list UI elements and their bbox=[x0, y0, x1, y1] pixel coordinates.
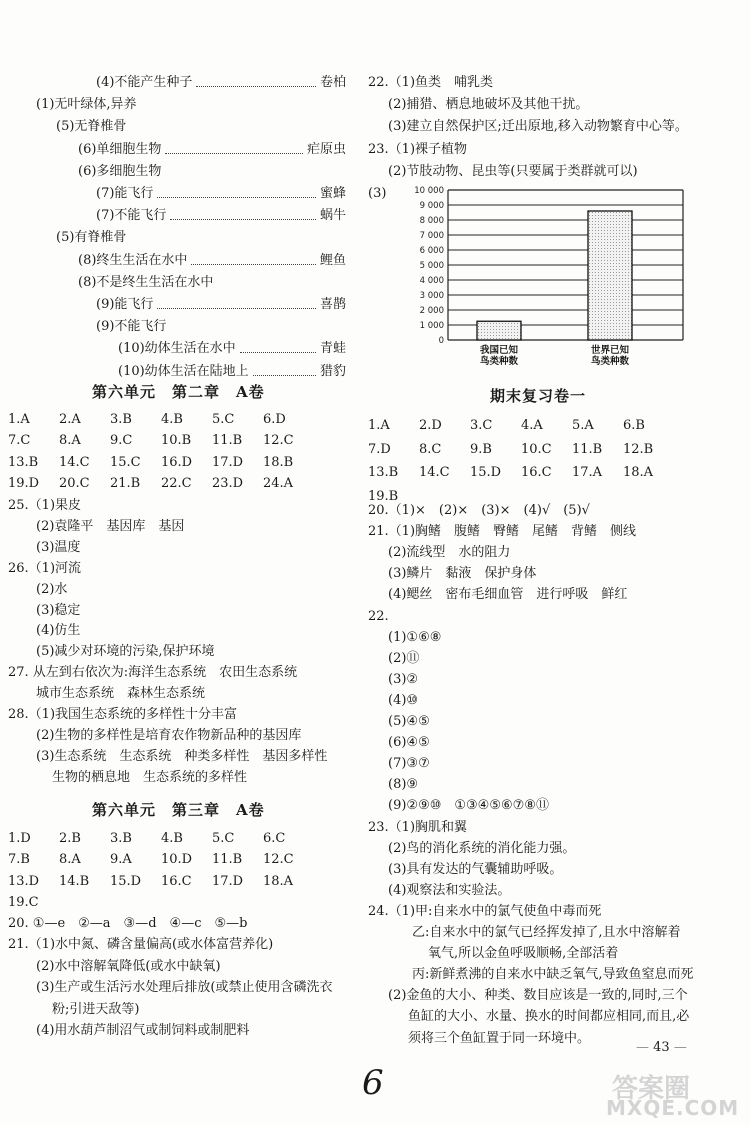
mc-answer: 7.C bbox=[8, 433, 31, 449]
key-item bbox=[96, 295, 346, 315]
mc-answer: 7.D bbox=[368, 441, 391, 457]
mc-answer: 18.B bbox=[263, 454, 294, 470]
mc-answer: 4.B bbox=[161, 831, 183, 846]
answer-line: (3)建立自然保护区;迁出原地,移入动物繁育中心等。 bbox=[388, 119, 688, 135]
mc-answer: 16.C bbox=[521, 465, 552, 481]
mc-answer: 19.C bbox=[8, 894, 39, 910]
leader-dots bbox=[157, 184, 316, 198]
y-tick-label: 6 000 bbox=[419, 246, 444, 256]
key-item-label: (1)无叶绿体,异养 bbox=[36, 97, 137, 113]
answer-line: (2)捕猎、栖息地破坏及其他干扰。 bbox=[388, 97, 589, 113]
key-item-label: (6)单细胞生物 bbox=[78, 141, 162, 157]
mc-answer: 18.A bbox=[623, 465, 654, 481]
mc-answer: 13.B bbox=[8, 454, 39, 470]
answer-line: 28.（1)我国生态系统的多样性十分丰富 bbox=[8, 707, 238, 722]
y-tick-label: 5 000 bbox=[419, 261, 444, 271]
mc-answer: 11.B bbox=[212, 433, 243, 449]
category-label: 鸟类种数 bbox=[590, 356, 630, 367]
handwritten-mark: 6 bbox=[362, 1063, 384, 1103]
mc-answer: 14.C bbox=[419, 465, 450, 481]
mc-answer: 15.C bbox=[110, 454, 141, 470]
answer-line: 26.（1)河流 bbox=[8, 560, 82, 576]
answer-line: (2)生物的多样性是培育农作物新品种的基因库 bbox=[36, 727, 302, 743]
mc-answer: 16.D bbox=[161, 454, 193, 470]
mc-answer: 13.D bbox=[8, 873, 40, 889]
answer-line: (2)节肢动物、昆虫等(只要属于类群就可以) bbox=[388, 163, 638, 179]
mc-answer: 20.C bbox=[59, 475, 90, 491]
y-tick-label: 9 000 bbox=[419, 201, 444, 211]
answer-line: 氧气,所以金鱼呼吸顺畅,全部活着 bbox=[428, 946, 619, 962]
mc-answer: 3.B bbox=[110, 412, 132, 427]
key-item-label: (5)无脊椎骨 bbox=[56, 119, 127, 135]
key-item-answer: 青蛙 bbox=[319, 341, 346, 357]
category-label: 鸟类种数 bbox=[479, 356, 519, 367]
mc-answer: 10.B bbox=[161, 433, 192, 449]
mc-row bbox=[8, 829, 314, 849]
mc-row bbox=[368, 440, 674, 460]
answer-line: (3)生产或生活污水处理后排放(或禁止使用含磷洗衣 bbox=[36, 980, 333, 996]
mc-answer: 6.C bbox=[263, 831, 286, 846]
mc-answer: 2.B bbox=[59, 831, 81, 846]
key-item bbox=[78, 273, 213, 293]
mc-answer: 23.D bbox=[212, 475, 244, 491]
mc-row bbox=[8, 410, 314, 430]
y-tick-label: 4 000 bbox=[419, 276, 444, 286]
leader-dots bbox=[165, 140, 303, 154]
section-heading: 第六单元 第三章 A卷 bbox=[92, 801, 265, 819]
leader-dots bbox=[240, 339, 316, 353]
key-item bbox=[96, 184, 346, 204]
key-item-answer: 喜鹊 bbox=[319, 297, 346, 312]
answer-line: 城市生态系统 森林生态系统 bbox=[36, 686, 206, 702]
answer-line: (1)①⑥⑧ bbox=[388, 629, 442, 645]
mc-answer: 5.A bbox=[572, 418, 594, 433]
answer-line: (3)具有发达的气囊辅助呼吸。 bbox=[388, 861, 563, 877]
answer-line: (4)观察法和实验法。 bbox=[388, 882, 511, 898]
answer-line: (4)鳃丝 密布毛细血管 进行呼吸 鲜红 bbox=[388, 587, 628, 603]
answer-line: 24.（1)甲:自来水中的氯气使鱼中毒而死 bbox=[368, 903, 602, 919]
category-label: 世界已知 bbox=[590, 345, 630, 356]
key-item-label: (9)不能飞行 bbox=[96, 319, 167, 335]
answer-line: 21.（1)水中氮、磷含量偏高(或水体富营养化) bbox=[8, 937, 274, 953]
mc-answer: 17.D bbox=[212, 873, 244, 889]
answer-line: 21.（1)胸鳍 腹鳍 臀鳍 尾鳍 背鳍 侧线 bbox=[368, 524, 637, 540]
answer-line: (6)④⑤ bbox=[388, 735, 430, 751]
mc-answer: 24.A bbox=[263, 475, 294, 491]
answer-line: 23.（1)裸子植物 bbox=[368, 141, 468, 157]
answer-line: 22. bbox=[368, 608, 389, 624]
mc-answer: 19.D bbox=[8, 475, 40, 491]
key-item bbox=[96, 73, 346, 93]
key-item bbox=[78, 162, 161, 182]
key-item-label: (7)不能飞行 bbox=[96, 208, 167, 224]
answer-line: (3)鳞片 黏液 保护身体 bbox=[388, 566, 537, 582]
answer-line: 25.（1)果皮 bbox=[8, 498, 82, 513]
answer-line: (2)流线型 水的阻力 bbox=[388, 545, 511, 561]
mc-answer: 9.A bbox=[110, 852, 132, 868]
leader-dots bbox=[253, 362, 316, 376]
mc-row bbox=[8, 431, 314, 451]
answer-line: 23.（1)胸肌和翼 bbox=[368, 819, 468, 835]
mc-answer: 1.A bbox=[368, 418, 390, 433]
key-item bbox=[56, 228, 126, 248]
mc-row bbox=[8, 850, 314, 870]
mc-answer: 10.C bbox=[521, 441, 552, 457]
y-tick-label: 2 000 bbox=[419, 306, 444, 316]
mc-answer: 3.B bbox=[110, 831, 132, 846]
mc-answer: 14.C bbox=[59, 454, 90, 470]
answer-line: 鱼缸的大小、水量、换水的时间都应相同,而且,必 bbox=[408, 1009, 690, 1025]
mc-answer: 5.C bbox=[212, 831, 235, 846]
mc-answer: 8.A bbox=[59, 433, 81, 449]
answer-line: (2)袁隆平 基因库 基因 bbox=[36, 518, 185, 534]
key-item bbox=[78, 251, 346, 271]
answer-line: 乙:自来水中的氯气已经挥发掉了,且水中溶解着 bbox=[412, 925, 681, 940]
answer-line: 20. ①—e ②—a ③—d ④—c ⑤—b bbox=[8, 916, 248, 931]
mc-answer: 2.A bbox=[59, 412, 81, 427]
y-tick-label: 0 bbox=[438, 336, 444, 346]
mc-answer: 21.B bbox=[110, 475, 141, 491]
answer-line: (2)鸟的消化系统的消化能力强。 bbox=[388, 840, 576, 856]
answer-line: 27. 从左到右依次为:海洋生态系统 农田生态系统 bbox=[8, 665, 298, 681]
answer-line: (4)⑩ bbox=[388, 692, 419, 708]
mc-answer: 3.C bbox=[470, 418, 493, 433]
mc-answer: 4.B bbox=[161, 412, 183, 427]
key-item-label: (10)幼体生活在陆地上 bbox=[118, 363, 249, 379]
answer-line: (7)③⑦ bbox=[388, 756, 430, 772]
mc-answer: 11.B bbox=[212, 852, 243, 868]
key-item-answer: 猎豹 bbox=[319, 363, 346, 379]
watermark-url: MXQE.COM bbox=[606, 1096, 740, 1120]
key-item-answer: 卷柏 bbox=[319, 75, 346, 90]
leader-dots bbox=[157, 295, 316, 309]
mc-answer: 15.D bbox=[470, 465, 502, 481]
bar bbox=[588, 211, 632, 340]
key-item-label: (10)幼体生活在水中 bbox=[118, 341, 236, 357]
watermark-logo: 答案圈 bbox=[612, 1074, 691, 1104]
answer-line: (2)水 bbox=[36, 581, 68, 597]
answer-line: (3)稳定 bbox=[36, 602, 81, 618]
answer-line: (5)减少对环境的污染,保护环境 bbox=[36, 644, 215, 660]
mc-answer: 19.B bbox=[368, 489, 399, 505]
mc-row bbox=[8, 453, 314, 473]
answer-line: (2)金鱼的大小、种类、数目应该是一致的,同时,三个 bbox=[388, 988, 688, 1004]
mc-row bbox=[8, 893, 59, 913]
key-item bbox=[118, 362, 346, 382]
answer-line: 须将三个鱼缸置于同一环境中。 bbox=[408, 1030, 591, 1046]
key-item-label: (7)能飞行 bbox=[96, 186, 154, 201]
answer-line: (3)② bbox=[388, 671, 419, 687]
y-tick-label: 7 000 bbox=[419, 231, 444, 241]
mc-row bbox=[368, 416, 674, 436]
mc-answer: 5.C bbox=[212, 412, 235, 427]
leader-dots bbox=[191, 251, 316, 265]
mc-answer: 6.B bbox=[623, 418, 645, 433]
key-item-answer: 蜜蜂 bbox=[319, 186, 346, 201]
y-tick-label: 10 000 bbox=[414, 186, 444, 196]
mc-answer: 13.B bbox=[368, 465, 399, 481]
key-item bbox=[96, 206, 346, 226]
mc-row bbox=[368, 463, 674, 483]
answer-line: 生物的栖息地 生态系统的多样性 bbox=[52, 769, 248, 785]
answer-line: (3)生态系统 生态系统 种类多样性 基因多样性 bbox=[36, 748, 328, 764]
bird-species-bar-chart bbox=[388, 182, 688, 382]
key-item bbox=[36, 95, 137, 115]
mc-answer: 17.A bbox=[572, 465, 603, 481]
mc-row bbox=[8, 872, 314, 892]
leader-dots bbox=[196, 73, 316, 87]
mc-answer: 15.D bbox=[110, 873, 142, 889]
mc-answer: 10.D bbox=[161, 852, 193, 868]
mc-answer: 8.C bbox=[419, 441, 442, 457]
key-item-answer: 鲤鱼 bbox=[319, 252, 346, 268]
key-item-label: (6)多细胞生物 bbox=[78, 163, 162, 179]
mc-answer: 6.D bbox=[263, 412, 286, 427]
answer-line: 22.（1)鱼类 哺乳类 bbox=[368, 75, 494, 90]
key-item bbox=[78, 140, 346, 160]
y-tick-label: 3 000 bbox=[419, 291, 444, 301]
section-heading: 第六单元 第二章 A卷 bbox=[92, 383, 265, 401]
answer-line: (8)⑨ bbox=[388, 777, 419, 793]
key-item-label: (8)不是终生生活在水中 bbox=[78, 274, 214, 290]
answer-line: (9)②⑨⑩ ①③④⑤⑥⑦⑧⑪ bbox=[388, 798, 549, 814]
answer-line: (2)水中溶解氧降低(或水中缺氧) bbox=[36, 958, 221, 974]
key-item bbox=[56, 117, 126, 137]
y-tick-label: 1 000 bbox=[419, 321, 444, 331]
key-item-label: (9)能飞行 bbox=[96, 297, 154, 312]
category-label: 我国已知 bbox=[479, 345, 519, 356]
mc-answer: 16.C bbox=[161, 873, 192, 889]
answer-line: (4)仿生 bbox=[36, 623, 81, 639]
answer-line: 20.（1)× (2)× (3)× (4)√ (5)√ bbox=[368, 503, 590, 518]
mc-answer: 2.D bbox=[419, 418, 442, 433]
mc-answer: 22.C bbox=[161, 475, 192, 491]
answer-line: (5)④⑤ bbox=[388, 714, 430, 729]
key-item-label: (5)有脊椎骨 bbox=[56, 230, 127, 246]
mc-answer: 4.A bbox=[521, 418, 543, 433]
leader-dots bbox=[170, 206, 316, 220]
answer-line: 丙:新鲜煮沸的自来水中缺乏氧气,导致鱼窒息而死 bbox=[412, 967, 694, 983]
section-heading: 期末复习卷一 bbox=[490, 387, 587, 405]
mc-answer: 1.A bbox=[8, 412, 30, 427]
mc-answer: 7.B bbox=[8, 852, 30, 868]
mc-answer: 9.C bbox=[110, 433, 133, 449]
mc-answer: 17.D bbox=[212, 454, 244, 470]
mc-answer: 12.C bbox=[263, 852, 294, 868]
mc-answer: 8.A bbox=[59, 852, 81, 868]
mc-answer: 18.A bbox=[263, 873, 294, 889]
answer-line: (3)温度 bbox=[36, 539, 81, 555]
bar bbox=[477, 321, 521, 340]
y-tick-label: 8 000 bbox=[419, 216, 444, 226]
answer-line: 粉;引进天敌等) bbox=[52, 1001, 140, 1017]
key-item-answer: 疟原虫 bbox=[306, 141, 346, 157]
mc-answer: 12.C bbox=[263, 433, 294, 449]
mc-row bbox=[8, 474, 314, 494]
page-number: — 43 — bbox=[636, 1040, 687, 1055]
mc-answer: 12.B bbox=[623, 441, 654, 457]
key-item-answer: 蜗牛 bbox=[319, 208, 346, 224]
answer-line: (4)用水葫芦制沼气或制饲料或制肥料 bbox=[36, 1023, 250, 1038]
key-item bbox=[118, 339, 346, 359]
mc-answer: 14.B bbox=[59, 873, 90, 889]
key-item-label: (8)终生生活在水中 bbox=[78, 252, 188, 268]
key-item-label: (4)不能产生种子 bbox=[96, 75, 193, 90]
mc-answer: 9.B bbox=[470, 441, 492, 457]
chart-prefix: (3) bbox=[368, 186, 387, 201]
answer-line: (2)⑪ bbox=[388, 650, 420, 666]
key-item bbox=[96, 317, 166, 337]
mc-answer: 11.B bbox=[572, 441, 603, 457]
mc-answer: 1.D bbox=[8, 831, 31, 846]
